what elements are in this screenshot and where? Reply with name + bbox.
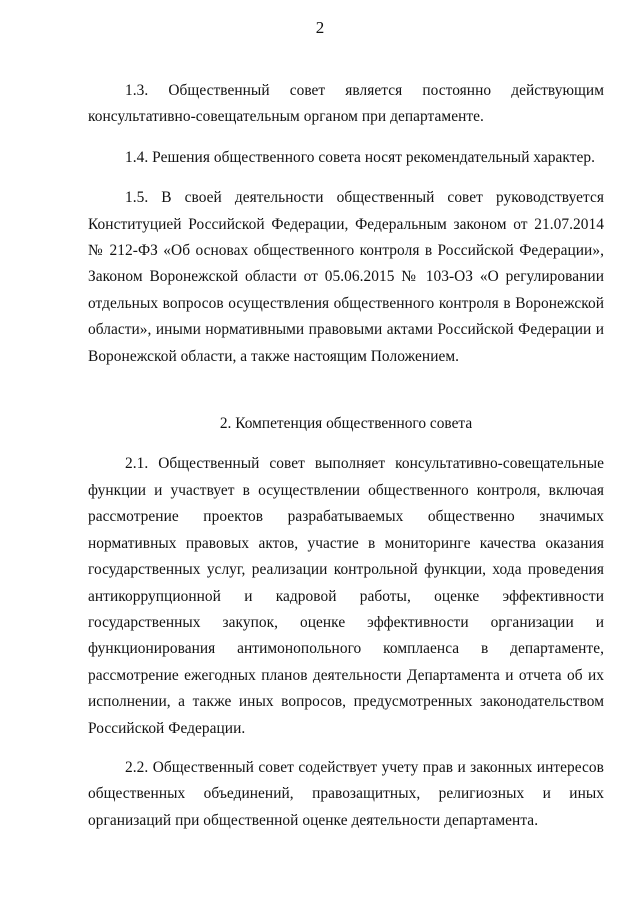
page-number: 2 [315, 18, 325, 37]
document-body [88, 78, 604, 834]
paragraph-2-1: 2.1. Общественный совет выполняет консультативно-совещательные функции и участвует в осуществлении общественного контроля, включая рассмотрение проектов разрабатываемых общественно значимых нормативных правовых актов, участие в мониторинге качества оказания государственных услуг, реализации контрольной функции, хода проведения антикоррупционной и кадровой работы, оценке эффективности государственных закупок, оценке эффективности организации и функционирования антимонопольного комплаенса в департаменте, рассмотрение ежегодных планов деятельности Департамента и отчета об их исполнении, а также иных вопросов, предусмотренных законодательством Российской Федерации. [88, 455, 604, 737]
section-2-heading: 2. Компетенция общественного совета [219, 415, 473, 433]
paragraph-1-4: 1.4. Решения общественного совета носят рекомендательный характер. [125, 148, 596, 166]
paragraph-1-3: 1.3. Общественный совет является постоянно действующим консультативно-совещательным органом при департаменте. [88, 82, 604, 126]
paragraph-2-2: 2.2. Общественный совет содействует учету прав и законных интересов общественных объединений, правозащитных, религиозных и иных организаций при общественной оценке деятельности департамента. [88, 758, 604, 829]
paragraph-1-5: 1.5. В своей деятельности общественный совет руководствуется Конституцией Российской Федерации, Федеральным законом от 21.07.2014 № 212-ФЗ «Об основах общественного контроля в Российской Федерации», Законом Воронежской области от 05.06.2015 № 103-ОЗ «О регулировании отдельных вопросов осуществления общественного контроля в Воронежской области», иными нормативными правовыми актами Российской Федерации и Воронежской области, а также настоящим Положением. [88, 189, 604, 365]
